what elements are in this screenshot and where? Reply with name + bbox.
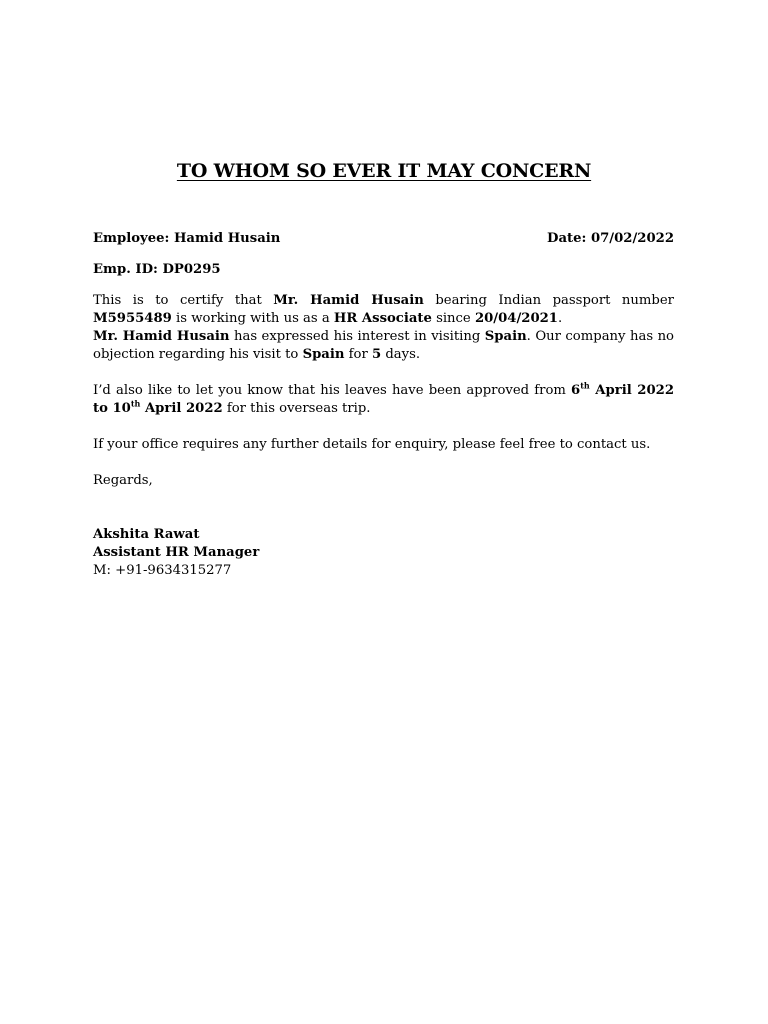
p2-text-1: has expressed his interest in visiting <box>229 329 485 344</box>
p3-text-1: I’d also like to let you know that his leaves have been approved from <box>93 383 572 398</box>
visit-days: 5 <box>371 347 382 362</box>
p1-text-5: . <box>557 311 563 326</box>
employee-name-bold-2: Mr. Hamid Husain <box>93 329 230 344</box>
employee-line <box>93 230 280 248</box>
leave-from-suffix: th <box>580 380 590 391</box>
employee-name: Hamid Husain <box>173 231 281 246</box>
regards-line: Regards, <box>93 473 153 488</box>
date-line <box>547 230 674 248</box>
p1-text-1: This is to certify that <box>93 293 274 308</box>
header-row <box>93 230 674 248</box>
signatory-phone: M: +91-9634315277 <box>93 563 232 578</box>
signatory-name: Akshita Rawat <box>93 527 200 542</box>
passport-number: M5955489 <box>93 311 172 326</box>
paragraph-1 <box>93 292 674 328</box>
emp-id-label: Emp. ID: <box>93 262 163 277</box>
leave-from-day: 6 <box>571 383 581 398</box>
p2-text-4: days. <box>381 347 421 362</box>
certification-paragraph <box>93 292 674 364</box>
date-value: 07/02/2022 <box>590 231 674 246</box>
date-label: Date: <box>547 231 591 246</box>
employee-label: Employee: <box>93 231 174 246</box>
contact-paragraph: If your office requires any further details for enquiry, please feel free to contact us. <box>93 437 651 452</box>
p2-text-3: for <box>344 347 372 362</box>
employee-name-bold: Mr. Hamid Husain <box>273 293 424 308</box>
p3-text-2: for this overseas trip. <box>222 401 371 416</box>
paragraph-2 <box>93 328 674 364</box>
emp-id-line <box>93 261 674 279</box>
role: HR Associate <box>333 311 432 326</box>
letter-title: TO WHOM SO EVER IT MAY CONCERN <box>176 160 592 182</box>
p1-text-4: since <box>431 311 475 326</box>
joining-date: 20/04/2021 <box>474 311 558 326</box>
emp-id-value: DP0295 <box>162 262 221 277</box>
leave-to-rest: April 2022 <box>140 401 223 416</box>
p1-text-2: bearing Indian passport number <box>423 293 674 308</box>
leave-to-suffix: th <box>130 398 141 409</box>
leave-paragraph <box>93 382 674 418</box>
leave-from-rest: April 2022 to 10 <box>93 383 674 416</box>
destination-country: Spain <box>484 329 527 344</box>
paragraph-3 <box>93 382 674 418</box>
p1-text-3: is working with us as a <box>171 311 334 326</box>
p2-text-2: . Our company has no objection regarding his visit to <box>93 329 674 362</box>
signatory-title: Assistant HR Manager <box>93 545 260 560</box>
destination-country-2: Spain <box>302 347 345 362</box>
